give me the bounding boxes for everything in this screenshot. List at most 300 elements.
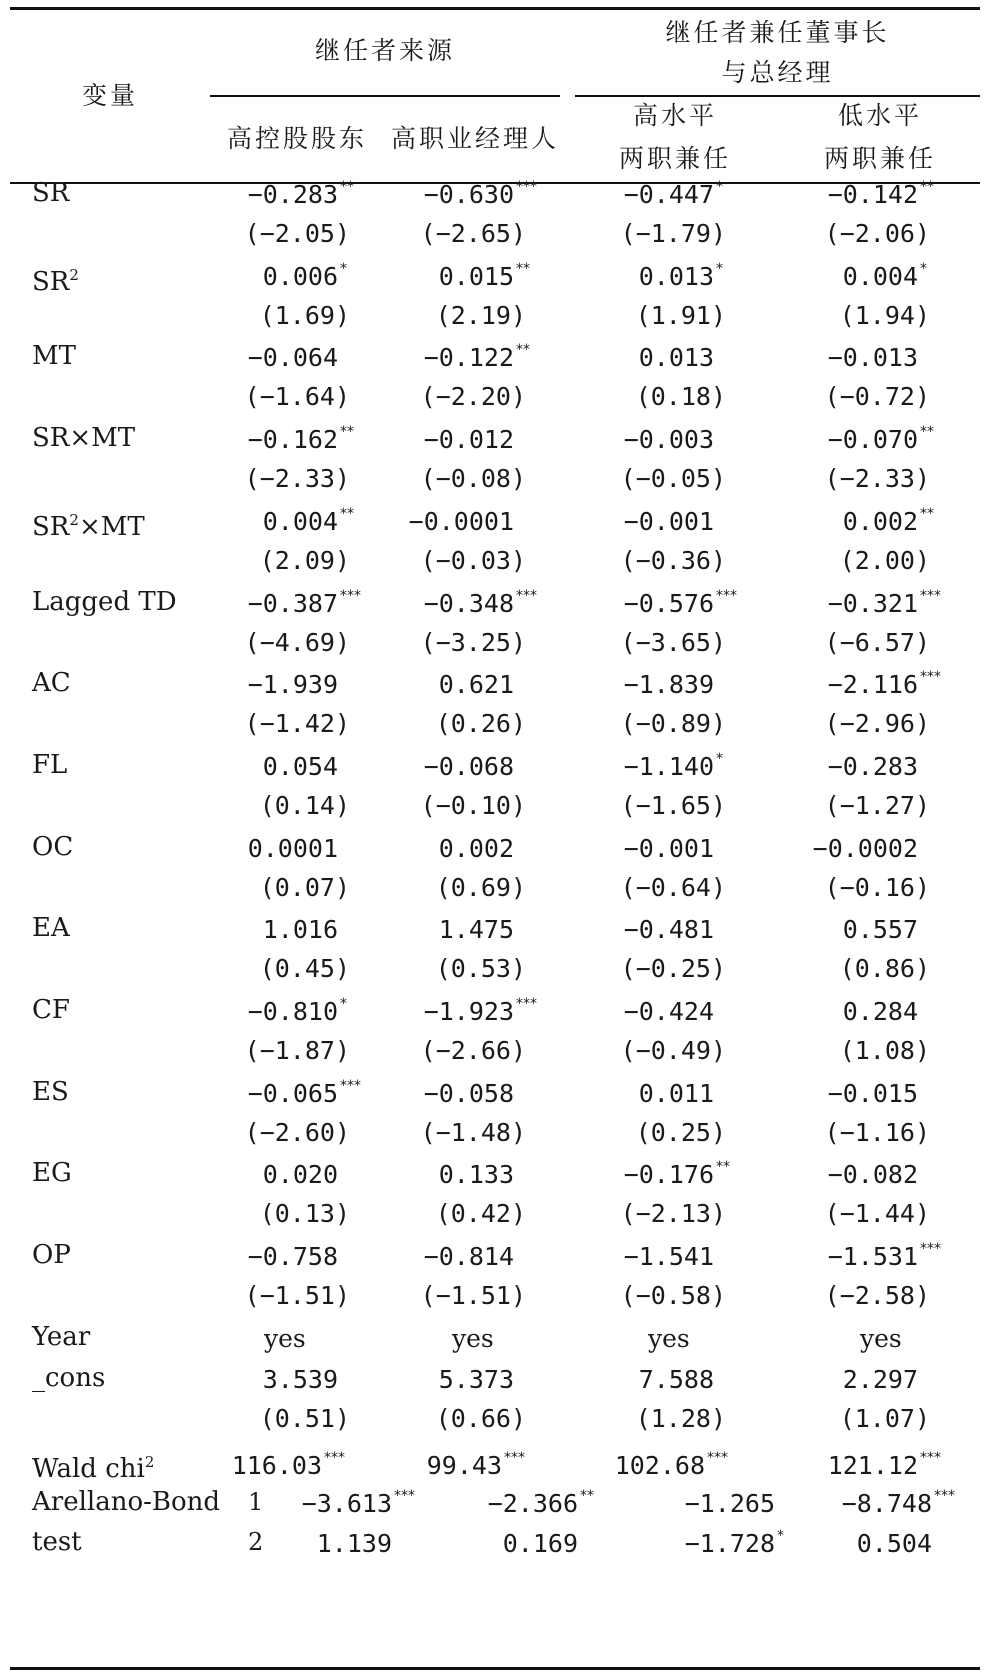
coef-cell xyxy=(842,505,934,537)
coef-cell-significance: ** xyxy=(516,260,530,277)
ab-order1-cell-value: −1.265 xyxy=(684,1488,775,1518)
coef-cell xyxy=(263,915,338,945)
ab-order1-cell-value: −8.748 xyxy=(841,1488,932,1518)
coef-cell-value: 0.133 xyxy=(438,1160,514,1190)
t-stat-cell xyxy=(825,464,930,494)
t-stat-cell xyxy=(245,709,350,739)
coef-cell xyxy=(827,424,934,455)
coef-cell-value: −1.541 xyxy=(623,1242,714,1272)
coef-cell xyxy=(424,425,514,455)
t-stat-cell-value: (−4.69) xyxy=(244,627,350,657)
t-stat-cell-value: (−6.57) xyxy=(824,627,930,657)
t-stat-cell-value: (1.08) xyxy=(839,1036,930,1065)
coef-cell-value: 0.013 xyxy=(638,343,714,373)
coef-cell-value: −2.116 xyxy=(827,670,918,700)
year-fe-cell: yes xyxy=(452,1323,494,1353)
coef-cell-significance: ** xyxy=(340,424,354,441)
t-stat-cell xyxy=(621,219,726,249)
arellano-bond-label: Arellano-Bond xyxy=(32,1486,221,1517)
coef-cell-value: 0.011 xyxy=(638,1078,714,1108)
wald-cell-significance: *** xyxy=(324,1449,345,1466)
row-label-text: SR xyxy=(32,178,70,208)
t-stat-cell xyxy=(621,464,726,494)
ab-order2-cell xyxy=(317,1529,392,1559)
row-label-text: FL xyxy=(32,749,68,780)
coef-cell xyxy=(813,834,918,864)
cons-t-cell xyxy=(260,1404,350,1434)
coef-cell-value: 1.016 xyxy=(262,915,338,945)
row-label-text: Lagged TD xyxy=(32,586,177,617)
coef-cell xyxy=(423,179,537,210)
coef-cell-value: −1.531 xyxy=(827,1242,918,1272)
t-stat-cell-value: (0.13) xyxy=(259,1199,350,1229)
cons-cell-value: 5.373 xyxy=(438,1364,514,1394)
coef-cell xyxy=(624,997,714,1027)
t-stat-cell-value: (−0.64) xyxy=(620,872,726,902)
coef-cell-value: −0.758 xyxy=(247,1242,338,1272)
coef-cell-significance: ** xyxy=(340,505,354,522)
cons-label: _cons xyxy=(32,1362,106,1393)
t-stat-cell-value: (0.42) xyxy=(435,1199,526,1229)
coef-cell-value: −0.065 xyxy=(247,1078,338,1108)
row-label xyxy=(32,341,76,371)
t-stat-cell xyxy=(840,546,930,576)
t-stat-cell xyxy=(825,628,930,658)
coef-cell xyxy=(263,1160,338,1190)
cons-cell-value: 2.297 xyxy=(842,1364,918,1394)
t-stat-cell xyxy=(436,954,526,984)
coef-cell-value: −0.283 xyxy=(247,180,338,209)
t-stat-cell-value: (2.00) xyxy=(839,545,930,575)
t-stat-cell-value: (−1.44) xyxy=(824,1199,930,1229)
coef-cell xyxy=(623,179,723,210)
coef-cell-value: −0.162 xyxy=(247,425,338,455)
cons-cell xyxy=(439,1365,514,1395)
ab-order2-cell-value: 0.504 xyxy=(856,1528,932,1558)
row-label xyxy=(32,178,69,208)
ab-order2-cell-significance: * xyxy=(777,1527,784,1544)
row-label xyxy=(32,505,145,542)
cons-cell xyxy=(263,1365,338,1395)
row-label xyxy=(32,423,135,453)
t-stat-cell-value: (1.94) xyxy=(839,300,930,330)
coef-cell-value: −0.0002 xyxy=(812,833,918,863)
row-label xyxy=(32,913,70,943)
coef-cell-value: −0.012 xyxy=(423,425,514,455)
t-stat-cell xyxy=(621,709,726,739)
coef-cell xyxy=(638,260,723,292)
t-stat-cell-value: (−2.65) xyxy=(420,219,526,248)
coef-cell-value: 1.475 xyxy=(438,915,514,945)
t-stat-cell-value: (−0.08) xyxy=(420,464,526,494)
row-label-text: ES xyxy=(32,1076,69,1107)
t-stat-cell-value: (−1.79) xyxy=(620,219,726,248)
t-stat-cell-value: (−2.33) xyxy=(824,464,930,494)
coef-cell xyxy=(409,507,514,537)
t-stat-cell-value: (−0.03) xyxy=(420,545,526,575)
coef-cell xyxy=(624,1242,714,1272)
cons-t-cell xyxy=(840,1404,930,1434)
header-col-high-duality-line2: 两职兼任 xyxy=(618,144,731,173)
ab-order1-cell xyxy=(841,1487,955,1519)
coef-cell xyxy=(624,670,714,700)
ab-order1-cell-significance: ** xyxy=(580,1487,594,1504)
coef-cell-significance: ** xyxy=(920,424,934,441)
t-stat-cell-value: (−1.42) xyxy=(244,709,350,739)
t-stat-cell-value: (1.91) xyxy=(635,300,726,330)
coef-cell xyxy=(247,1077,361,1109)
t-stat-cell xyxy=(621,1036,726,1066)
coef-cell xyxy=(248,1242,338,1272)
ab-order2-cell xyxy=(684,1527,784,1559)
wald-cell-value: 99.43 xyxy=(426,1450,502,1480)
row-label xyxy=(32,668,71,698)
t-stat-cell xyxy=(825,1281,930,1311)
t-stat-cell xyxy=(421,382,526,412)
t-stat-cell-value: (−1.87) xyxy=(244,1036,350,1065)
t-stat-cell-value: (0.45) xyxy=(259,954,350,984)
coef-cell-value: −0.283 xyxy=(827,751,918,781)
header-group-succession-source: 继任者来源 xyxy=(314,36,455,65)
t-stat-cell-value: (−0.36) xyxy=(620,545,726,575)
coef-cell xyxy=(262,260,347,292)
cons-t-cell-value: (1.28) xyxy=(635,1403,726,1433)
coef-cell-value: −0.481 xyxy=(623,915,714,945)
coef-cell-value: −0.068 xyxy=(423,751,514,781)
coef-cell xyxy=(828,1079,918,1109)
coef-cell xyxy=(828,752,918,782)
ab-order-1: 1 xyxy=(248,1487,264,1516)
coef-cell-value: −0.387 xyxy=(247,588,338,618)
row-label-text: EG xyxy=(32,1158,72,1189)
coef-cell-value: −0.576 xyxy=(623,588,714,618)
coef-cell-significance: * xyxy=(716,179,723,195)
row-label-text: OC xyxy=(32,831,74,862)
coef-cell-value: −0.630 xyxy=(423,180,514,209)
header-group-duality-line1: 继任者兼任董事长 xyxy=(665,18,890,47)
header-col-controlling-shareholder: 高控股股东 xyxy=(226,124,367,153)
t-stat-cell xyxy=(245,1118,350,1148)
coef-cell xyxy=(827,179,934,210)
ab-order2-cell xyxy=(857,1529,932,1559)
row-label-text: Wald chi xyxy=(32,1453,145,1484)
coef-cell xyxy=(439,834,514,864)
t-stat-cell-value: (−2.13) xyxy=(620,1199,726,1229)
coef-cell-significance: ** xyxy=(516,342,530,359)
t-stat-cell-value: (0.25) xyxy=(635,1117,726,1147)
coef-cell xyxy=(424,1079,514,1109)
coef-cell xyxy=(263,752,338,782)
coef-cell-value: −1.939 xyxy=(247,670,338,700)
t-stat-cell xyxy=(621,546,726,576)
ab-order1-cell-significance: *** xyxy=(934,1487,955,1504)
coef-cell xyxy=(438,260,530,292)
t-stat-cell-value: (−2.06) xyxy=(824,219,930,248)
t-stat-cell xyxy=(436,301,526,331)
t-stat-cell-value: (−1.51) xyxy=(420,1281,526,1311)
wald-label xyxy=(32,1447,154,1484)
ab-order1-cell-value: −2.366 xyxy=(487,1488,578,1518)
coef-cell-value: −0.058 xyxy=(423,1078,514,1108)
coef-cell xyxy=(828,343,918,373)
coef-cell-value: −0.082 xyxy=(827,1160,918,1190)
header-col-low-duality-line1: 低水平 xyxy=(837,101,922,130)
top-rule xyxy=(10,7,980,10)
row-label-text: AC xyxy=(32,668,71,699)
coef-cell-value: −0.810 xyxy=(247,997,338,1026)
coef-cell-significance: *** xyxy=(340,1077,361,1094)
coef-cell xyxy=(624,507,714,537)
t-stat-cell xyxy=(260,873,350,903)
t-stat-cell xyxy=(636,301,726,331)
header-group-duality-line2: 与总经理 xyxy=(721,58,834,87)
coef-cell xyxy=(248,343,338,373)
t-stat-cell xyxy=(245,1036,350,1066)
t-stat-cell xyxy=(245,219,350,249)
coef-cell-value: −0.321 xyxy=(827,588,918,618)
t-stat-cell-value: (−2.60) xyxy=(244,1117,350,1147)
t-stat-cell-value: (0.18) xyxy=(635,382,726,412)
t-stat-cell xyxy=(621,954,726,984)
year-fe-cell: yes xyxy=(264,1323,306,1353)
t-stat-cell-value: (−0.10) xyxy=(420,790,526,820)
t-stat-cell-value: (0.86) xyxy=(839,954,930,984)
coef-cell-value: −0.015 xyxy=(827,1078,918,1108)
t-stat-cell xyxy=(621,1281,726,1311)
ab-order2-cell-value: −1.728 xyxy=(684,1528,775,1558)
coef-cell xyxy=(843,997,918,1027)
wald-cell xyxy=(827,1449,941,1481)
t-stat-cell xyxy=(421,1036,526,1066)
ab-order2-cell-value: 1.139 xyxy=(316,1528,392,1558)
t-stat-cell xyxy=(825,709,930,739)
row-label xyxy=(32,1077,69,1107)
t-stat-cell-value: (−1.65) xyxy=(620,790,726,820)
coef-cell-value: 0.020 xyxy=(262,1160,338,1190)
coef-cell-value: 0.004 xyxy=(262,506,338,536)
coef-cell xyxy=(424,1242,514,1272)
t-stat-cell xyxy=(421,1281,526,1311)
coef-cell xyxy=(624,425,714,455)
coef-cell xyxy=(423,996,537,1027)
t-stat-cell-value: (−0.05) xyxy=(620,464,726,494)
coef-cell xyxy=(827,587,941,619)
t-stat-cell-value: (−1.51) xyxy=(244,1281,350,1311)
t-stat-cell xyxy=(421,791,526,821)
t-stat-cell xyxy=(260,546,350,576)
wald-cell xyxy=(614,1449,728,1481)
coef-cell-significance: *** xyxy=(516,996,537,1012)
coef-cell-value: 0.284 xyxy=(842,997,918,1026)
coef-cell-value: 0.054 xyxy=(262,751,338,781)
t-stat-cell-value: (0.26) xyxy=(435,709,526,739)
coef-cell-significance: ** xyxy=(716,1159,730,1176)
coef-cell-significance: *** xyxy=(920,669,941,686)
coef-cell-value: 0.006 xyxy=(262,261,338,291)
coef-cell xyxy=(247,424,354,455)
t-stat-cell-value: (−2.20) xyxy=(420,382,526,412)
t-stat-cell xyxy=(840,301,930,331)
t-stat-cell xyxy=(421,464,526,494)
row-label-text: SR×MT xyxy=(32,423,136,454)
coef-cell-value: −0.013 xyxy=(827,343,918,373)
coef-cell-value: −1.140 xyxy=(623,751,714,781)
t-stat-cell xyxy=(421,1118,526,1148)
coef-cell-significance: * xyxy=(340,260,347,277)
row-label-superscript: 2 xyxy=(69,265,79,284)
t-stat-cell xyxy=(436,873,526,903)
coef-cell-value: 0.557 xyxy=(842,915,918,945)
t-stat-cell xyxy=(825,873,930,903)
row-label-superscript: 2 xyxy=(144,1452,155,1471)
row-label-superscript: 2 xyxy=(69,510,79,529)
t-stat-cell-value: (−2.05) xyxy=(244,219,350,248)
wald-cell-significance: *** xyxy=(707,1449,728,1466)
coef-cell xyxy=(623,1159,730,1190)
coef-cell xyxy=(424,752,514,782)
t-stat-cell xyxy=(421,628,526,658)
group1-underline xyxy=(210,95,560,97)
cons-t-cell xyxy=(636,1404,726,1434)
wald-cell-value: 102.68 xyxy=(614,1450,705,1480)
ab-order-2: 2 xyxy=(248,1527,264,1556)
row-label xyxy=(32,587,177,617)
t-stat-cell-value: (0.14) xyxy=(259,790,350,820)
row-label xyxy=(32,750,67,780)
t-stat-cell-value: (−2.96) xyxy=(824,709,930,739)
coef-cell-value: 0.013 xyxy=(638,261,714,291)
ab-order1-cell-value: −3.613 xyxy=(301,1488,392,1518)
row-label xyxy=(32,260,79,297)
header-col-high-duality-line1: 高水平 xyxy=(632,101,717,130)
t-stat-cell-value: (−0.89) xyxy=(620,709,726,739)
coef-cell xyxy=(248,670,338,700)
cons-t-cell-value: (1.07) xyxy=(839,1403,930,1433)
t-stat-cell xyxy=(825,219,930,249)
t-stat-cell-value: (−0.58) xyxy=(620,1281,726,1311)
t-stat-cell-value: (1.69) xyxy=(259,300,350,330)
t-stat-cell-value: (0.07) xyxy=(259,872,350,902)
coef-cell xyxy=(639,343,714,373)
coef-cell-value: −0.348 xyxy=(423,588,514,618)
cons-cell-value: 3.539 xyxy=(262,1364,338,1394)
t-stat-cell xyxy=(825,382,930,412)
t-stat-cell-value: (−1.48) xyxy=(420,1117,526,1147)
coef-cell-value: −0.070 xyxy=(827,425,918,455)
t-stat-cell-value: (−2.33) xyxy=(244,464,350,494)
t-stat-cell xyxy=(421,219,526,249)
t-stat-cell-value: (−0.49) xyxy=(620,1036,726,1065)
t-stat-cell xyxy=(825,791,930,821)
coef-cell xyxy=(248,834,338,864)
ab-order2-cell xyxy=(503,1529,578,1559)
row-label-text: SR xyxy=(32,266,70,297)
coef-cell xyxy=(623,587,737,619)
coef-cell-value: 0.621 xyxy=(438,670,514,700)
coef-cell-value: 0.015 xyxy=(438,261,514,291)
coef-cell-value: −0.001 xyxy=(623,833,714,863)
row-label-text: OP xyxy=(32,1240,71,1271)
coef-cell-value: 0.002 xyxy=(438,833,514,863)
t-stat-cell xyxy=(825,1118,930,1148)
coef-cell-value: −0.122 xyxy=(423,343,514,373)
coef-cell-value: −0.142 xyxy=(827,180,918,209)
ab-order1-cell xyxy=(301,1487,415,1519)
ab-order2-cell-value: 0.169 xyxy=(502,1528,578,1558)
t-stat-cell xyxy=(260,301,350,331)
cons-t-cell-value: (0.66) xyxy=(435,1403,526,1433)
coef-cell-value: 0.004 xyxy=(842,261,918,291)
t-stat-cell xyxy=(260,1199,350,1229)
coef-cell xyxy=(843,915,918,945)
ab-order1-cell xyxy=(685,1489,775,1519)
wald-cell-significance: *** xyxy=(920,1449,941,1466)
coef-cell xyxy=(639,1079,714,1109)
row-label xyxy=(32,1158,72,1188)
t-stat-cell-value: (−0.25) xyxy=(620,954,726,984)
row-label xyxy=(32,995,70,1025)
t-stat-cell xyxy=(825,1199,930,1229)
coef-cell-value: 0.002 xyxy=(842,506,918,536)
ab-order1-cell-significance: *** xyxy=(394,1487,415,1504)
coef-cell-value: −0.447 xyxy=(623,180,714,209)
coef-cell-value: −1.923 xyxy=(423,997,514,1026)
coef-cell xyxy=(439,670,514,700)
coef-cell-significance: *** xyxy=(920,587,941,604)
coef-cell-value: −0.064 xyxy=(247,343,338,373)
cons-cell xyxy=(843,1365,918,1395)
row-label xyxy=(32,832,73,862)
coef-cell xyxy=(423,342,530,373)
header-col-professional-manager: 高职业经理人 xyxy=(390,124,559,153)
t-stat-cell-value: (2.09) xyxy=(259,545,350,575)
coef-cell xyxy=(247,179,354,210)
ab-order1-cell xyxy=(487,1487,594,1519)
t-stat-cell-value: (−2.58) xyxy=(824,1281,930,1311)
coef-cell-significance: ** xyxy=(920,179,934,195)
t-stat-cell xyxy=(245,628,350,658)
coef-cell-value: −0.003 xyxy=(623,425,714,455)
coef-cell-significance: *** xyxy=(516,179,537,195)
coef-cell-value: −0.0001 xyxy=(408,506,514,536)
wald-cell-significance: *** xyxy=(504,1449,525,1466)
coef-cell xyxy=(439,915,514,945)
row-label-text: EA xyxy=(32,913,70,944)
t-stat-cell xyxy=(621,791,726,821)
year-fe-cell: yes xyxy=(860,1323,902,1353)
row-label xyxy=(32,1240,71,1270)
coef-cell xyxy=(439,1160,514,1190)
t-stat-cell-value: (0.69) xyxy=(435,872,526,902)
t-stat-cell-value: (−1.64) xyxy=(244,382,350,412)
t-stat-cell xyxy=(436,709,526,739)
year-fe-cell: yes xyxy=(648,1323,690,1353)
coef-cell xyxy=(262,505,354,537)
wald-cell-value: 121.12 xyxy=(827,1450,918,1480)
wald-cell xyxy=(426,1449,525,1481)
cons-t-cell xyxy=(436,1404,526,1434)
t-stat-cell-value: (0.53) xyxy=(435,954,526,984)
t-stat-cell xyxy=(245,382,350,412)
coef-cell-significance: * xyxy=(340,996,347,1012)
cons-cell-value: 7.588 xyxy=(638,1364,714,1394)
row-label-suffix: ×MT xyxy=(78,511,145,542)
coef-cell xyxy=(624,915,714,945)
t-stat-cell xyxy=(636,1118,726,1148)
coef-cell-significance: * xyxy=(716,260,723,277)
t-stat-cell xyxy=(840,954,930,984)
year-label: Year xyxy=(32,1321,91,1352)
